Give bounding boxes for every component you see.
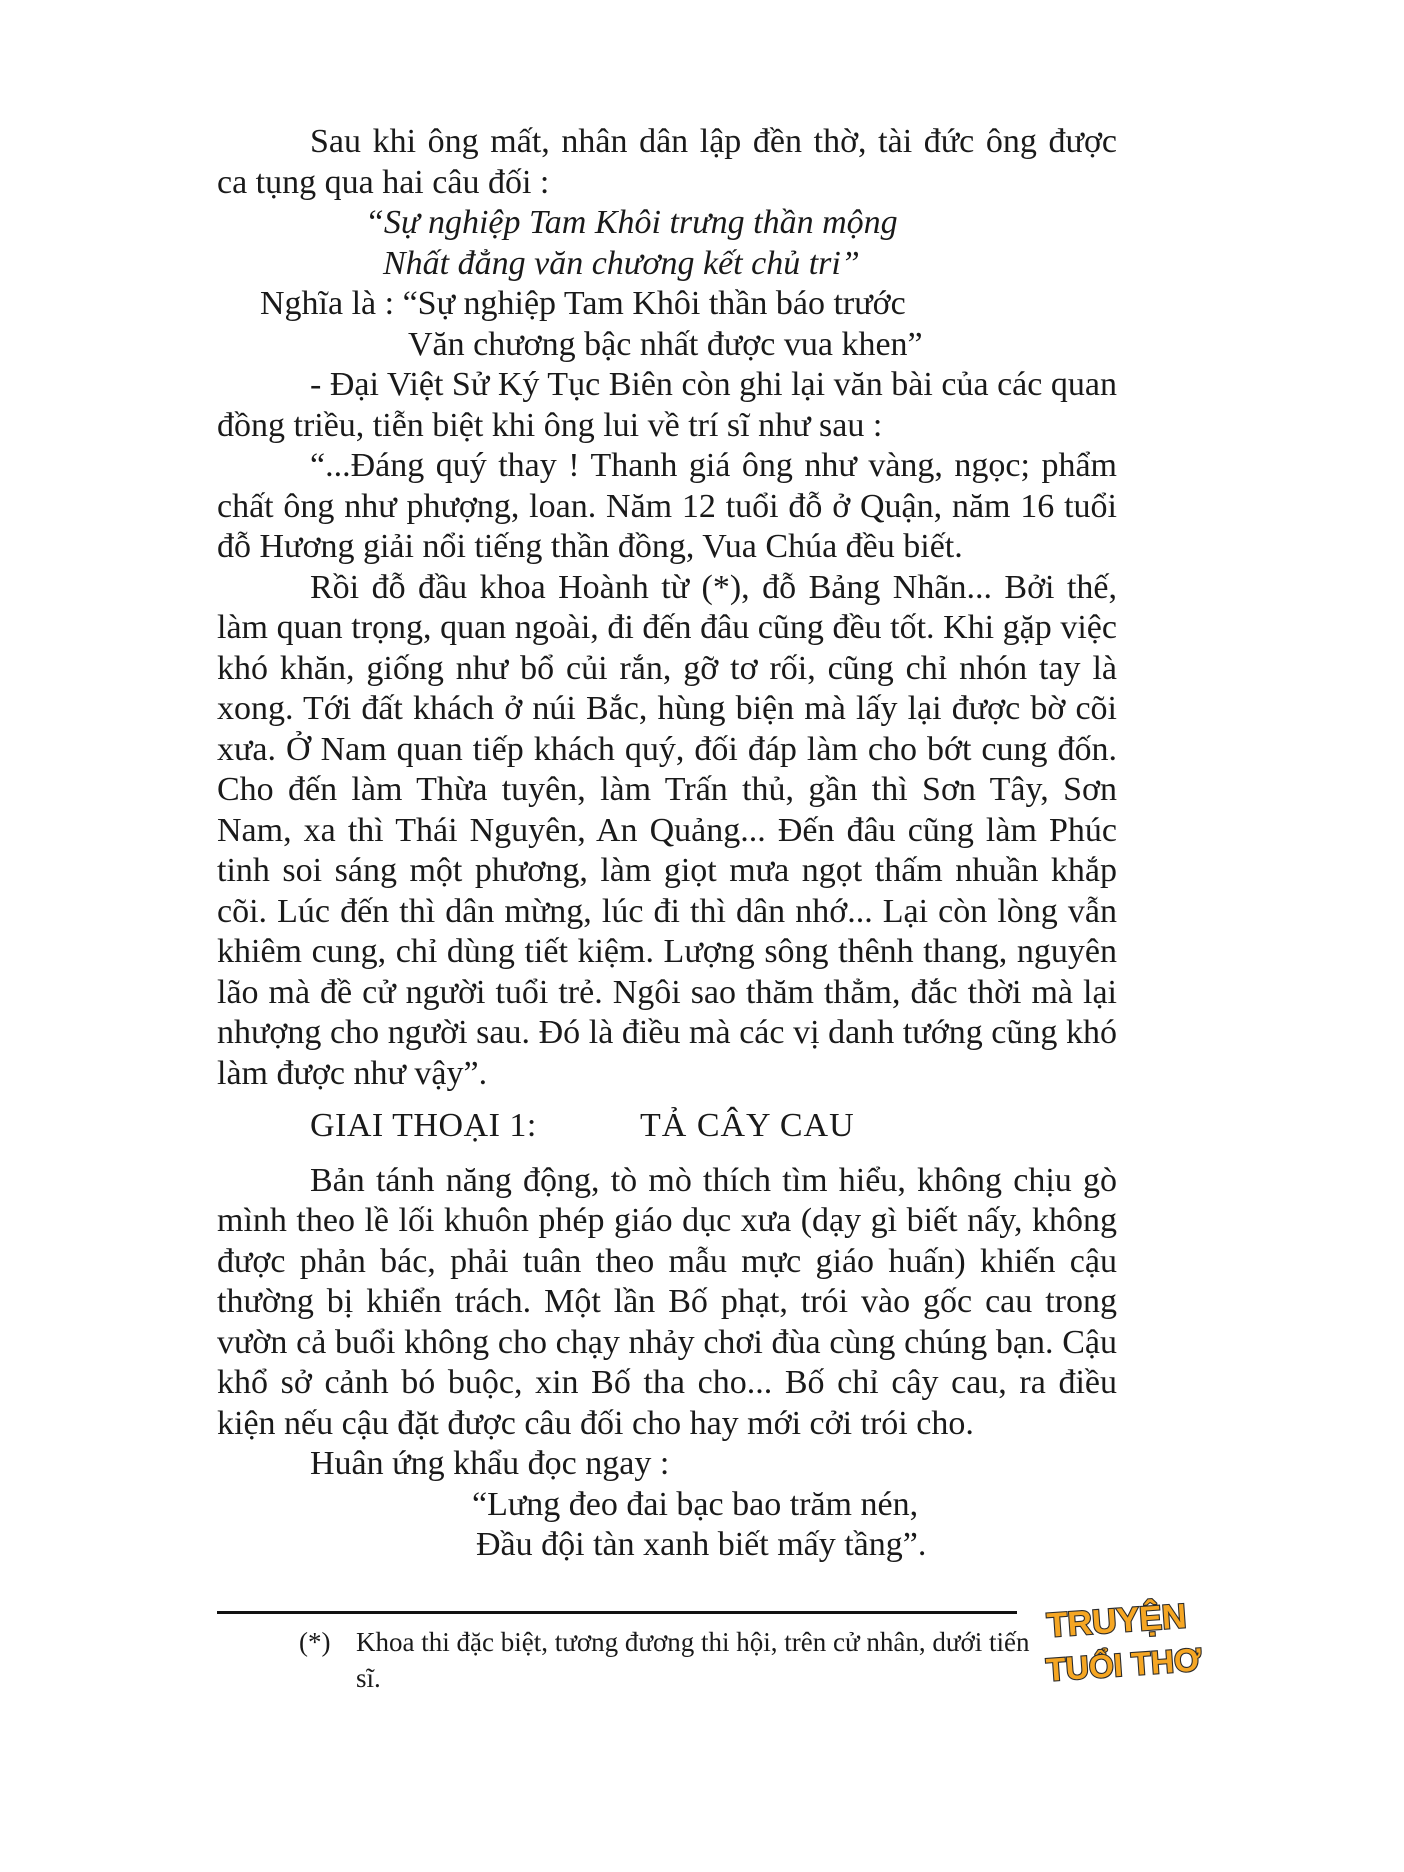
publisher-logo (1030, 1590, 1206, 1690)
meaning-label: Nghĩa là : (260, 285, 403, 322)
meaning-line-1 (260, 284, 1117, 325)
logo-line-2: TUỔI THƠ (1045, 1641, 1203, 1689)
meaning-line-2: Văn chương bậc nhất được vua khen” (408, 325, 923, 363)
logo-line-1: TRUYỆN (1045, 1597, 1188, 1645)
paragraph-intro (217, 122, 1117, 203)
section-heading (217, 1106, 1117, 1147)
story-couplet-line-1: “Lưng đeo đai bạc bao trăm nén, (472, 1485, 919, 1523)
paragraph-chronicle: - Đại Việt Sử Ký Tục Biên còn ghi lại văn bài của các quan đồng triều, tiễn biệt khi ông lui về trí sĩ như sau : (217, 366, 1117, 444)
footnote-text: Khoa thi đặc biệt, tương đương thi hội, trên cử nhân, dưới tiến sĩ. (356, 1627, 1030, 1693)
couplet-original (217, 203, 1117, 284)
couplet-line-1: “Sự nghiệp Tam Khôi trưng thần mộng (365, 204, 898, 241)
meaning-text-1: “Sự nghiệp Tam Khôi thần báo trước (402, 285, 906, 322)
story-couplet-line-2: Đầu đội tàn xanh biết mấy tầng”. (476, 1526, 927, 1563)
footnote-mark: (*) (299, 1627, 331, 1657)
paragraph-quote: “...Đáng quý thay ! Thanh giá ông như vàng, ngọc; phẩm chất ông như phượng, loan. Năm 12 tuổi đỗ ở Quận, năm 16 tuổi đỗ Hương giải nổi tiếng thần đồng, Vua Chúa đều biết. (217, 447, 1117, 565)
main-text (217, 122, 1117, 1566)
heading-number: GIAI THOẠI 1: (310, 1107, 537, 1144)
paragraph-recite: Huân ứng khẩu đọc ngay : (310, 1445, 670, 1482)
heading-title: TẢ CÂY CAU (640, 1107, 855, 1144)
couplet-meaning (217, 284, 1117, 365)
intro-line-1: Sau khi ông mất, nhân dân lập đền thờ, tài đức ông (310, 123, 1037, 160)
intro-line-2: được ca tụng qua hai câu đối : (217, 123, 1118, 201)
couplet-line-2: Nhất đẳng văn chương kết chủ tri” (383, 244, 860, 282)
footnote (300, 1624, 1030, 1696)
footnote-rule (217, 1611, 1017, 1614)
story-couplet (217, 1485, 1117, 1566)
paragraph-story: Bản tánh năng động, tò mò thích tìm hiểu, không chịu gò mình theo lề lối khuôn phép giáo dục xưa (dạy gì biết nấy, không được phản bác, phải tuân theo mẫu mực giáo huấn) khiến cậu thường bị khiển trách. Một lần Bố phạt, trói vào gốc cau trong vườn cả buổi không cho chạy nhảy chơi đùa cùng chúng bạn. Cậu khổ sở cảnh bó buộc, xin Bố tha cho... Bố chỉ cây cau, ra điều kiện nếu cậu đặt được câu đối cho hay mới cởi trói cho. (217, 1161, 1117, 1442)
paragraph-quote-continued: Rồi đỗ đầu khoa Hoành từ (*), đỗ Bảng Nhãn... Bởi thế, làm quan trọng, quan ngoài, đi đến đâu cũng đều tốt. Khi gặp việc khó khăn, giống như bổ củi rắn, gỡ tơ rối, cũng chỉ nhón tay là xong. Tới đất khách ở núi Bắc, hùng biện mà lấy lại được bờ cõi xưa. Ở Nam quan tiếp khách quý, đối đáp làm cho bớt cung đốn. Cho đến làm Thừa tuyên, làm Trấn thủ, gần thì Sơn Tây, Sơn Nam, xa thì Thái Nguyên, An Quảng... Đến đâu cũng làm Phúc tinh soi sáng một phương, làm giọt mưa ngọt thấm nhuần khắp cõi. Lúc đến thì dân mừng, lúc đi thì dân nhớ... Lại còn lòng vẫn khiêm cung, chỉ dùng tiết kiệm. Lượng sông thênh thang, nguyên lão mà đề cử người tuổi trẻ. Ngôi sao thăm thẳm, đắc thời mà lại nhượng cho người sau. Đó là điều mà các vị danh tướng cũng khó làm được như vậy”. (217, 568, 1117, 1092)
